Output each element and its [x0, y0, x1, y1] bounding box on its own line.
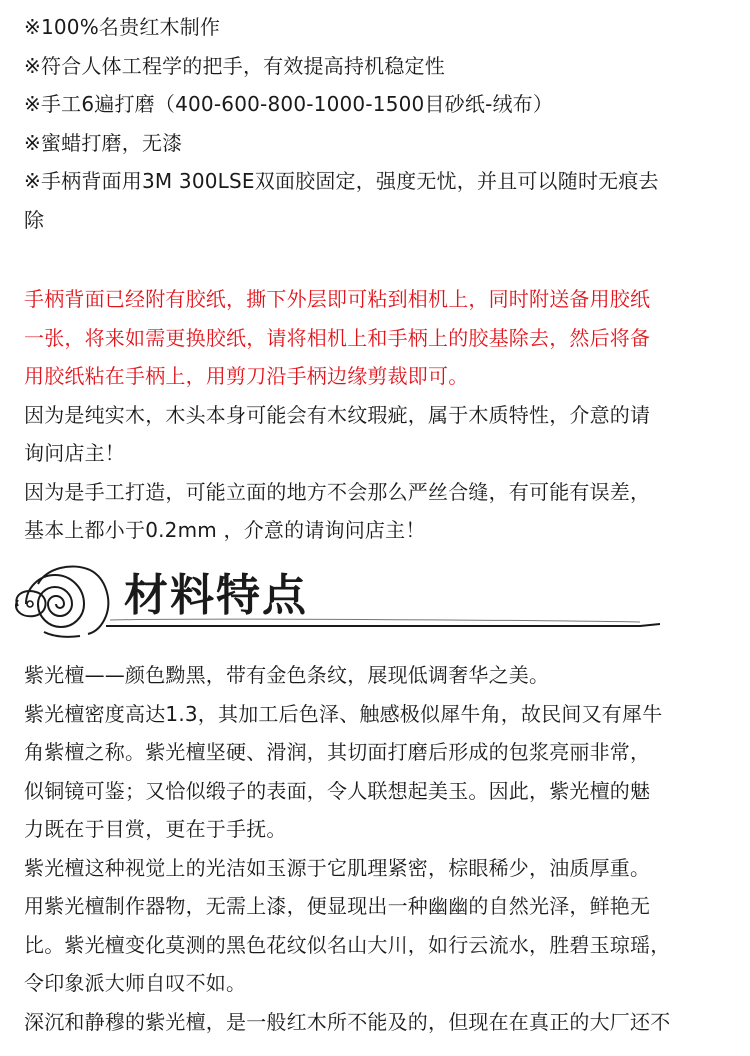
notice-line: 因为是纯实木，木头本身可能会有木纹瑕疵，属于木质特性，介意的请 [24, 402, 651, 427]
material-line: 令印象派大师自叹不如。 [24, 971, 247, 995]
notice-line: 基本上都小于0.2mm ，介意的请询问店主！ [24, 518, 426, 542]
material-line: 紫光檀——颜色黝黑，带有金色条纹，展现低调奢华之美。 [24, 663, 550, 687]
notice-line: 因为是手工打造，可能立面的地方不会那么严丝合缝，有可能有误差， [24, 479, 651, 504]
feature-item: ※手柄背面用3M 300LSE双面胶固定，强度无忧，并且可以随时无痕去 [24, 169, 659, 193]
material-line: 角紫檀之称。紫光檀坚硬、滑润，其切面打磨后形成的包浆亮丽非常， [24, 740, 651, 764]
notice-line: 询问店主！ [24, 441, 125, 465]
material-description [24, 656, 736, 1041]
feature-item: 除 [24, 207, 45, 232]
section-title: 材料特点 [124, 570, 308, 621]
feature-item: ※100%名贵红木制作 [24, 15, 221, 39]
notice-block [24, 280, 736, 550]
material-line: 力既在于目赏，更在于手抚。 [24, 817, 287, 841]
feature-list [24, 8, 736, 239]
red-notice-line: 用胶纸粘在手柄上，用剪刀沿手柄边缘剪裁即可。 [24, 364, 469, 388]
material-line: 比。紫光檀变化莫测的黑色花纹似名山大川，如行云流水，胜碧玉琼瑶， [24, 932, 671, 957]
material-line: 紫光檀密度高达1.3，其加工后色泽、触感极似犀牛角，故民间又有犀牛 [24, 701, 663, 726]
feature-item: ※手工6遍打磨（400-600-800-1000-1500目砂纸-绒布） [24, 92, 554, 116]
feature-item: ※蜜蜡打磨，无漆 [24, 130, 183, 155]
material-line: 深沉和静穆的紫光檀，是一般红木所不能及的，但现在在真正的大厂还不 [24, 1009, 671, 1034]
feature-item: ※符合人体工程学的把手，有效提高持机稳定性 [24, 53, 445, 78]
material-line: 紫光檀这种视觉上的光洁如玉源于它肌理紧密，棕眼稀少，油质厚重。 [24, 855, 651, 880]
snail-swirl-icon [0, 560, 750, 640]
section-header [0, 560, 750, 640]
material-line: 似铜镜可鉴；又恰似缎子的表面，令人联想起美玉。因此，紫光檀的魅 [24, 778, 651, 803]
red-notice-line: 手柄背面已经附有胶纸，撕下外层即可粘到相机上，同时附送备用胶纸 [24, 287, 651, 311]
material-line: 用紫光檀制作器物，无需上漆，便显现出一种幽幽的自然光泽，鲜艳无 [24, 894, 651, 918]
red-notice-line: 一张，将来如需更换胶纸，请将相机上和手柄上的胶基除去，然后将备 [24, 325, 651, 350]
